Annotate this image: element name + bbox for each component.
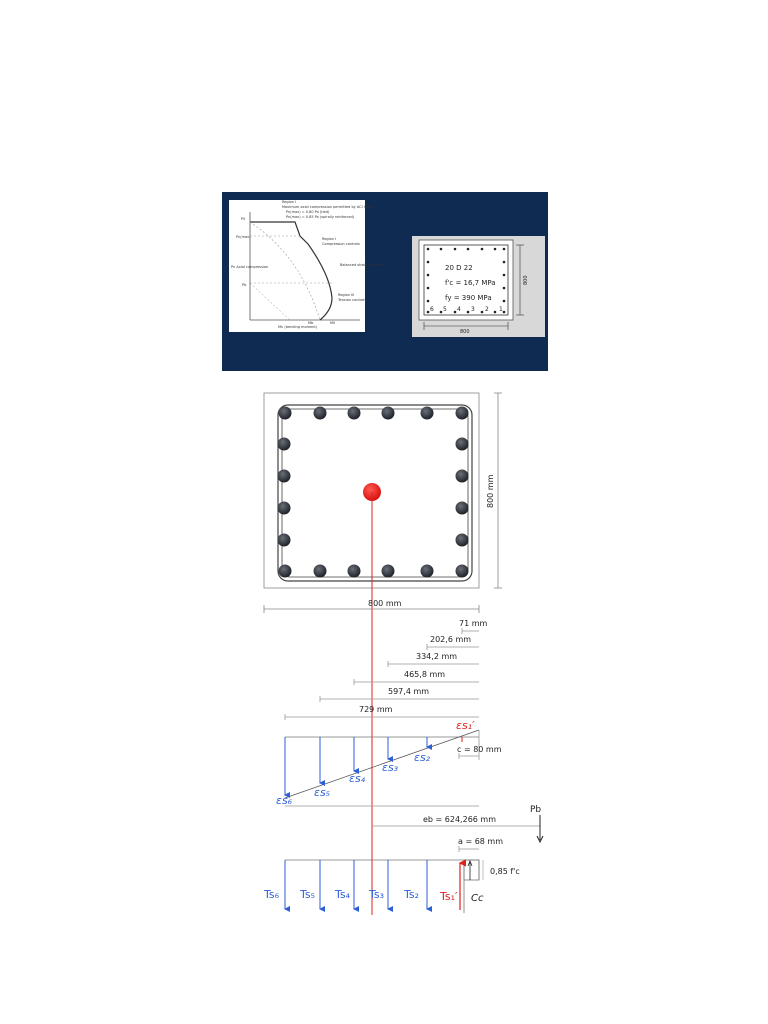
thumb-bar-1: 1 [499, 306, 503, 313]
thumb-fy: fy = 390 MPa [445, 294, 492, 302]
id-pb: Pb [242, 283, 247, 287]
id-x-axis: Mn (bending moment) [278, 325, 318, 329]
dist-597: 597,4 mm [388, 687, 430, 696]
thumb-height-dim: 800 [523, 275, 529, 285]
dist-729: 729 mm [359, 705, 393, 714]
thumb-width-dim: 800 [460, 329, 470, 335]
interaction-diagram [231, 200, 385, 329]
section-height-label: 800 mm [486, 474, 495, 508]
id-spiral: Pn(max) = 0.85 Po (spirally reinforced) [286, 215, 355, 219]
thumb-bar-4: 4 [457, 306, 461, 313]
thumb-bar-6: 6 [430, 306, 434, 313]
id-balanced: Balanced strain condition [340, 263, 385, 267]
strain-es3: εs₃ [382, 761, 399, 774]
force-ts3: Ts₃ [369, 888, 385, 901]
pb-label: Pb [530, 805, 542, 815]
id-tension-controls: Tension controls [338, 298, 367, 302]
thumb-bar-3: 3 [471, 306, 475, 313]
dist-465: 465,8 mm [404, 670, 446, 679]
strain-es1-prime: εs₁′ [456, 719, 475, 732]
stress-block-label: 0,85 f'c [490, 867, 520, 876]
dist-71: 71 mm [459, 619, 488, 628]
eb-label: eb = 624,266 mm [423, 815, 496, 824]
force-ts4: Ts₄ [335, 888, 351, 901]
strain-es4: εs₄ [349, 772, 366, 785]
dist-334: 334,2 mm [416, 652, 458, 661]
id-region-3: Region III [338, 293, 355, 297]
section-width-label: 800 mm [368, 599, 402, 608]
thumb-bars: 20 D 22 [445, 264, 473, 272]
id-mb: Mb [308, 321, 314, 325]
thumb-fc: f'c = 16,7 MPa [445, 279, 496, 287]
strain-es5: εs₅ [314, 786, 331, 799]
force-ts2: Ts₂ [404, 888, 420, 901]
force-ts6: Ts₆ [264, 888, 280, 901]
strain-es6: εs₆ [276, 794, 293, 807]
force-ts1-prime: Ts₁′ [440, 890, 458, 903]
id-tied: Pn(max) = 0.80 Po (tied) [286, 210, 330, 214]
id-compression-controls: Compression controls [322, 242, 360, 246]
a-label: a = 68 mm [458, 837, 503, 846]
id-p0: P0 [241, 217, 246, 221]
section-thumbnail [419, 240, 529, 335]
id-y-axis: Pn Axial compression [231, 265, 269, 269]
id-m0: M0 [330, 321, 336, 325]
strain-c-label: c = 80 mm [457, 745, 502, 754]
id-region-1b: Region I [322, 237, 337, 241]
eccentricity-dimension [285, 806, 543, 842]
force-cc: Cc [471, 893, 484, 904]
dist-202: 202,6 mm [430, 635, 472, 644]
id-region-1: Region I [282, 200, 297, 204]
thumb-bar-5: 5 [443, 306, 447, 313]
force-ts5: Ts₅ [300, 888, 316, 901]
thumb-bar-2: 2 [485, 306, 489, 313]
strain-es2: εs₂ [414, 751, 431, 764]
id-pnmax: Pn(max) [236, 235, 251, 239]
id-max-axial: Maximum axial compression permitted by ACI Code [282, 205, 373, 209]
